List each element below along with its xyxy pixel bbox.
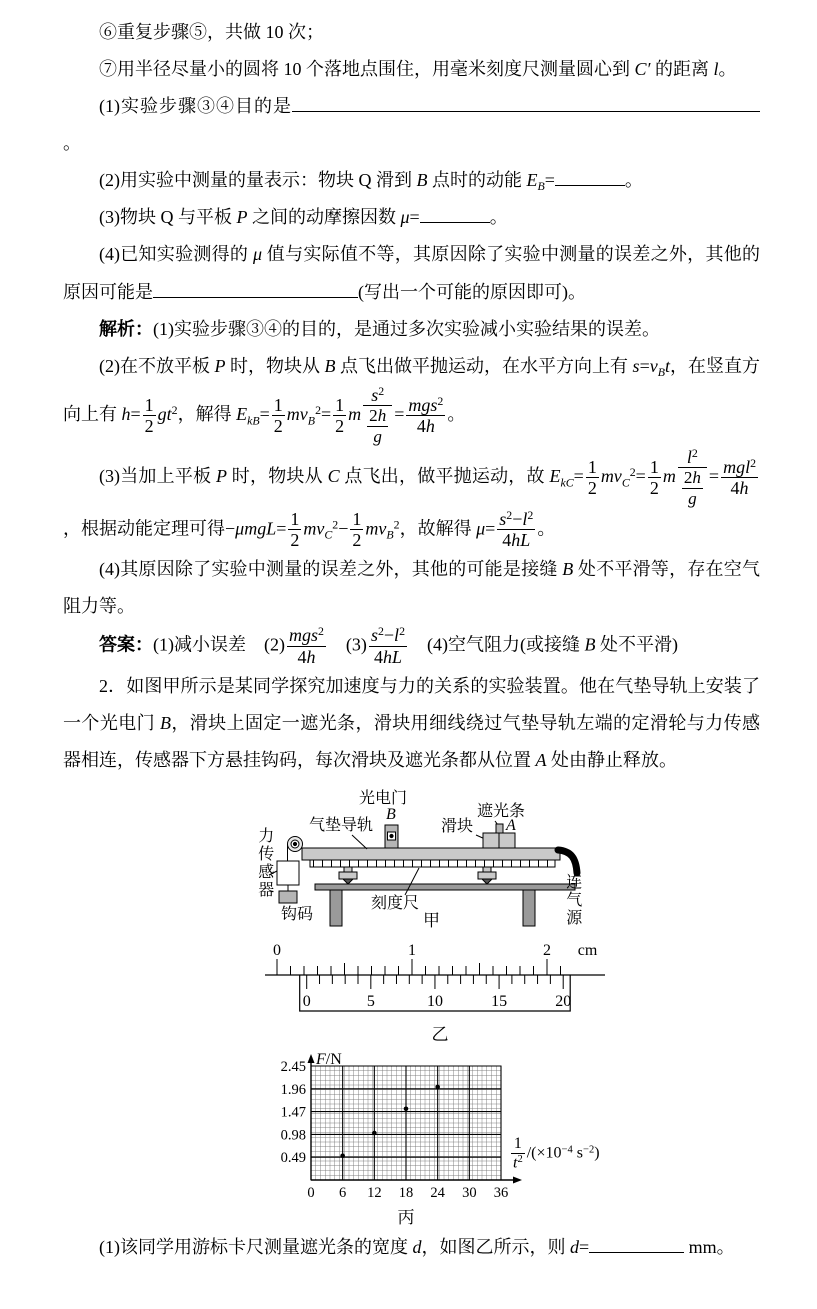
- table-leg-right: [523, 890, 535, 926]
- force-sensor-box: [277, 861, 299, 885]
- caption-jia: 甲: [423, 910, 440, 930]
- svg-text:1.47: 1.47: [280, 1104, 306, 1121]
- support-foot-left: [339, 867, 357, 884]
- data-point: [435, 1085, 440, 1090]
- svg-text:10: 10: [426, 992, 443, 1010]
- label-shade: 遮光条: [477, 802, 526, 820]
- svg-text:2.45: 2.45: [280, 1058, 306, 1075]
- svg-text:24: 24: [430, 1184, 445, 1201]
- label-air-source: 连气源: [563, 872, 581, 927]
- svg-text:0.98: 0.98: [280, 1127, 306, 1144]
- question-2: (2)用实验中测量的量表示：物块 Q 滑到 B 点时的动能 $E_B=$ 。: [99, 170, 643, 194]
- problem-2-intro: 2．如图甲所示是某同学探究加速度与力的关系的实验装置。他在气垫导轨上安装了一个光电门 B，滑块上固定一遮光条，滑块用细线绕过气垫导轨左端的定滑轮与力传感器相连，传感器下方悬挂钩码，每次滑块及遮光条都从位置 A 处由静止释放。: [63, 675, 761, 770]
- problem-2-question-1: (1)该同学用游标卡尺测量遮光条的宽度 d，如图乙所示，则 d= mm。: [99, 1236, 735, 1257]
- svg-text:15: 15: [491, 992, 508, 1010]
- weight-box: [279, 891, 297, 903]
- data-point: [340, 1153, 345, 1158]
- label-weights: 钩码: [281, 905, 314, 923]
- label-photogate: 光电门: [359, 789, 408, 807]
- label-air-track: 气垫导轨: [309, 816, 374, 834]
- shade-strip: [496, 824, 503, 833]
- label-force-sensor: 力传感器: [255, 826, 273, 899]
- question-1: (1)实验步骤③④目的是。: [63, 88, 760, 162]
- air-track-leader: [352, 835, 367, 849]
- ruler-leader: [405, 868, 419, 895]
- label-point-a: A: [506, 816, 516, 834]
- air-hose: [558, 850, 577, 873]
- label-point-b: B: [386, 805, 396, 823]
- svg-text:cm: cm: [577, 941, 598, 959]
- svg-text:20: 20: [555, 992, 572, 1010]
- svg-text:12: 12: [367, 1184, 382, 1201]
- data-point: [404, 1106, 409, 1111]
- svg-text:0: 0: [307, 1184, 315, 1201]
- svg-text:5: 5: [366, 992, 375, 1010]
- air-track-body: [302, 848, 560, 860]
- analysis-part4: (4)其原因除了实验中测量的误差之外，其他的可能是接缝 B 处不平滑等，存在空气阻力等。: [63, 559, 760, 617]
- data-point: [372, 1131, 377, 1136]
- svg-text:1: 1: [408, 941, 416, 959]
- caption-yi: 乙: [431, 1024, 449, 1044]
- figure-graph: [265, 1051, 665, 1229]
- x-axis-label: $\frac{1}{t^2}$ $/(\times 10^{-4}$ $s^{-2}$): [513, 1134, 600, 1172]
- svg-text:36: 36: [493, 1184, 509, 1201]
- scale-strip: [310, 860, 555, 867]
- caption-bing: 丙: [397, 1207, 415, 1227]
- analysis-part3: (3)当加上平板 P 时，物块从 C 点飞出，做平抛运动，故 $E_{kC}=$ $\frac{1}{2}$ $mv_C^2=$ $\frac{1}{2}$ m $\frac{l^2}{\frac{2h}{g}}$ = $\frac{mgl^2}{4h}$ ，根据动能定理可得−μmgL= $\frac{1}{2}$ $mv_C^2-$ $\frac{1}{2}$ $mv_B^2$，故解得 μ= $\frac{s^2-l^2}{4hL}$ 。: [63, 445, 757, 551]
- step-7-line: ⑦用半径尽量小的圆将 10 个落地点围住，用毫米刻度尺测量圆心到 C′ 的距离 l。: [99, 59, 737, 80]
- question-3: (3)物块 Q 与平板 P 之间的动摩擦因数 μ= 。: [99, 207, 508, 228]
- vernier-caliper-drawing: [265, 935, 615, 1015]
- question-4: (4)已知实验测得的 μ 值与实际值不等，其原因除了实验中测量的误差之外，其他的原因可能是 (写出一个可能的原因即可)。: [63, 244, 760, 302]
- svg-text:0: 0: [302, 992, 311, 1010]
- svg-text:30: 30: [462, 1184, 477, 1201]
- svg-text:2: 2: [543, 941, 551, 959]
- graph-drawing: [265, 1051, 525, 1201]
- svg-text:18: 18: [398, 1184, 414, 1201]
- y-axis-label: F/N: [316, 1050, 342, 1068]
- step-6-line: ⑥重复步骤⑤，共做 10 次；: [99, 22, 324, 42]
- svg-text:6: 6: [339, 1184, 347, 1201]
- table-top: [315, 884, 575, 890]
- svg-text:1.96: 1.96: [280, 1081, 306, 1098]
- table-leg-left: [330, 890, 342, 926]
- label-slider: 滑块: [441, 817, 474, 835]
- figure-apparatus: [255, 791, 615, 931]
- analysis-part2: (2)在不放平板 P 时，物块从 B 点飞出做平抛运动，在水平方向上有 $s=v_Bt$，在竖直方向上有 h= $\frac{1}{2}$ $gt^2$，解得 $E_{kB}=$ $\frac{1}{2}$ $mv_B^2=$ $\frac{1}{2}$ m $\frac{s^2}{\frac{2h}{g}}$ = $\frac{mgs^2}{4h}$ 。: [63, 355, 761, 447]
- analysis-part1: 解析：(1)实验步骤③④的目的，是通过多次实验减小实验结果的误差。: [99, 318, 660, 339]
- answer-line: 答案：(1)减小误差 (2) $\frac{mgs^2}{4h}$ (3) $\frac{s^2-l^2}{4hL}$ (4)空气阻力(或接缝 B 处不平滑): [99, 624, 678, 667]
- support-foot-right: [478, 867, 496, 884]
- svg-text:0.49: 0.49: [280, 1150, 306, 1167]
- svg-text:0: 0: [273, 941, 281, 959]
- figure-vernier-caliper: [265, 935, 615, 1045]
- label-ruler: 刻度尺: [371, 894, 420, 912]
